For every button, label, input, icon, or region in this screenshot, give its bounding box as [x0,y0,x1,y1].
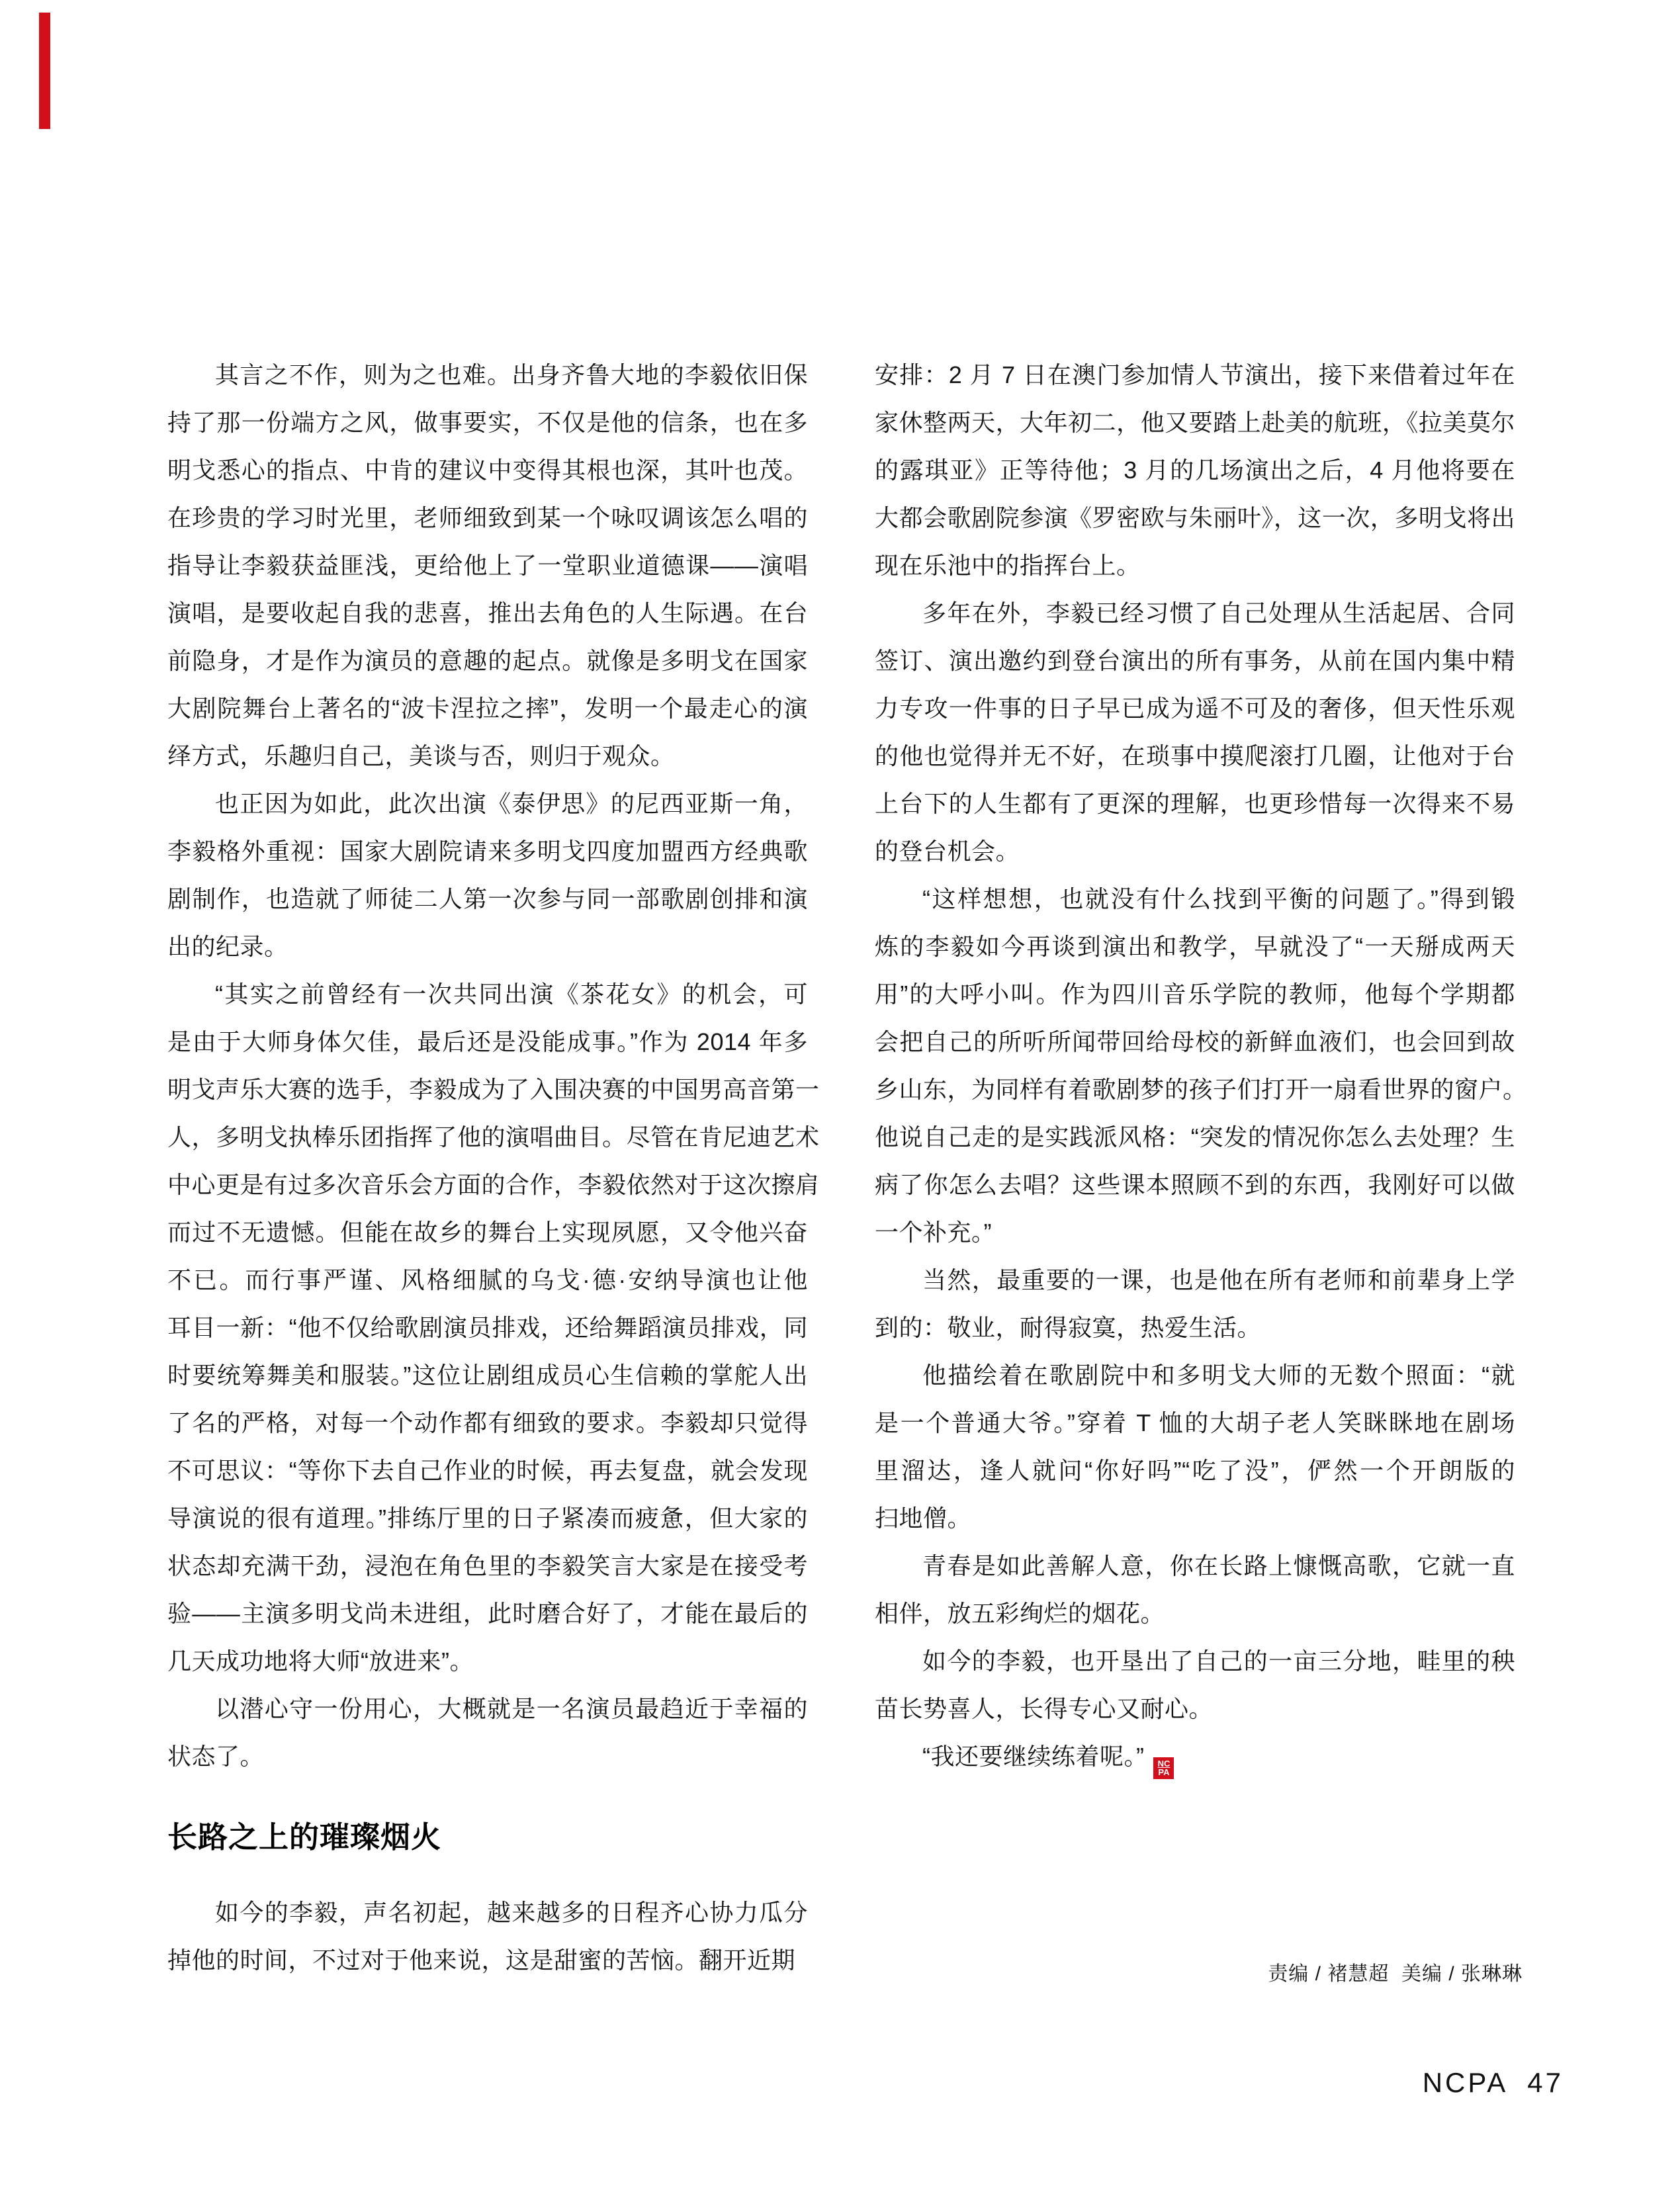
text-line: 导演说的很有道理。”排练厅里的日子紧凑而疲惫，但大家的 [167,1505,808,1532]
text-line: 苗长势喜人，长得专心又耐心。 [875,1695,1214,1722]
text-column-left [167,351,820,1984]
text-line: 他说自己走的是实践派风格：“突发的情况你怎么去处理？生 [875,1123,1515,1151]
text-line: 出的纪录。 [167,933,288,960]
page-number: NCPA 47 [1422,2067,1564,2098]
text-line: 他描绘着在歌剧院中和多明戈大师的无数个照面：“就 [922,1362,1515,1389]
text-line: 以潜心守一份用心，大概就是一名演员最趋近于幸福的 [215,1695,808,1722]
text-line: 炼的李毅如今再谈到演出和教学，早就没了“一天掰成两天 [875,933,1515,960]
text-line: 的他也觉得并无不好，在琐事中摸爬滚打几圈，让他对于台 [875,742,1515,769]
text-line: 状态了。 [167,1743,265,1770]
text-column-right [875,351,1527,1780]
text-line: 状态却充满干劲，浸泡在角色里的李毅笑言大家是在接受考 [167,1552,808,1579]
text-line: 而过不无遗憾。但能在故乡的舞台上实现夙愿，又令他兴奋 [167,1219,808,1246]
text-line: 明戈声乐大赛的选手，李毅成为了入围决赛的中国男高音第一 [167,1076,820,1103]
text-line: 了名的严格，对每一个动作都有细致的要求。李毅却只觉得 [167,1409,808,1436]
text-line: 李毅格外重视：国家大剧院请来多明戈四度加盟西方经典歌 [167,838,808,865]
text-line: “其实之前曾经有一次共同出演《茶花女》的机会，可 [215,981,808,1008]
text-line: 明戈悉心的指点、中肯的建议中变得其根也深，其叶也茂。 [167,457,808,484]
ncpa-seal-line1: NC [1157,1759,1171,1769]
text-line: 演唱，是要收起自我的悲喜，推出去角色的人生际遇。在台 [167,599,808,627]
text-line: 掉他的时间，不过对于他来说，这是甜蜜的苦恼。翻开近期 [167,1947,796,1974]
text-line: 如今的李毅，声名初起，越来越多的日程齐心协力瓜分 [215,1899,808,1926]
text-line: 用”的大呼小叫。作为四川音乐学院的教师，他每个学期都 [875,981,1515,1008]
text-line: 人，多明戈执棒乐团指挥了他的演唱曲目。尽管在肯尼迪艺术 [167,1123,820,1151]
text-line: 的露琪亚》正等待他；3 月的几场演出之后，4 月他将要在 [875,457,1515,484]
text-line: 不可思议：“等你下去自己作业的时候，再去复盘，就会发现 [167,1457,808,1484]
text-line: 时要统筹舞美和服装。”这位让剧组成员心生信赖的掌舵人出 [167,1362,808,1389]
text-line: 如今的李毅，也开垦出了自己的一亩三分地，畦里的秧 [922,1647,1515,1675]
text-line: 相伴，放五彩绚烂的烟花。 [875,1600,1165,1627]
text-line: 大剧院舞台上著名的“波卡涅拉之摔”，发明一个最走心的演 [167,695,808,722]
text-line: 签订、演出邀约到登台演出的所有事务，从前在国内集中精 [875,647,1515,674]
text-line: 家休整两天，大年初二，他又要踏上赴美的航班，《拉美莫尔 [875,409,1515,436]
text-line: 的登台机会。 [875,838,1020,865]
text-line: 安排：2 月 7 日在澳门参加情人节演出，接下来借着过年在 [875,361,1515,388]
text-line: “我还要继续练着呢。” $\frac{NC}{PA}$ [875,1733,1515,1780]
section-heading: 长路之上的璀璨烟火 [167,1820,442,1854]
text-line: 会把自己的所听所闻带回给母校的新鲜血液们，也会回到故 [875,1028,1515,1055]
text-line: 扫地僧。 [875,1505,972,1532]
ncpa-seal-line2: PA [1158,1767,1170,1777]
text-line: 现在乐池中的指挥台上。 [875,552,1141,579]
text-line: 是由于大师身体欠佳，最后还是没能成事。”作为 2014 年多 [167,1028,808,1055]
text-line: 当然，最重要的一课，也是他在所有老师和前辈身上学 [922,1266,1515,1293]
ncpa-seal-icon [1153,1757,1174,1779]
text-line: 中心更是有过多次音乐会方面的合作，李毅依然对于这次擦肩 [167,1171,820,1198]
text-line: 几天成功地将大师“放进来”。 [167,1647,474,1675]
text-line: 验——主演多明戈尚未进组，此时磨合好了，才能在最后的 [167,1600,808,1627]
text-line: 力专攻一件事的日子早已成为遥不可及的奢侈，但天性乐观 [875,695,1515,722]
text-line: 在珍贵的学习时光里，老师细致到某一个咏叹调该怎么唱的 [167,504,808,531]
text-line: “这样想想，也就没有什么找到平衡的问题了。”得到锻 [922,885,1515,912]
editor-credits: 责编 / 褚慧超 美编 / 张琳琳 [1268,1963,1523,1985]
text-line: 上台下的人生都有了更深的理解，也更珍惜每一次得来不易 [875,790,1515,817]
text-line: 剧制作，也造就了师徒二人第一次参与同一部歌剧创排和演 [167,885,808,912]
text-line: 不已。而行事严谨、风格细腻的乌戈·德·安纳导演也让他 [167,1266,808,1293]
text-line: 指导让李毅获益匪浅，更给他上了一堂职业道德课——演唱 [167,552,808,579]
text-line: 里溜达，逢人就问“你好吗”“吃了没”，俨然一个开朗版的 [875,1457,1515,1484]
text-line: 青春是如此善解人意，你在长路上慷慨高歌，它就一直 [922,1552,1515,1579]
text-line: 多年在外，李毅已经习惯了自己处理从生活起居、合同 [922,599,1515,627]
text-line: 乡山东，为同样有着歌剧梦的孩子们打开一扇看世界的窗户。 [875,1076,1527,1103]
text-line: 病了你怎么去唱？这些课本照顾不到的东西，我刚好可以做 [875,1171,1515,1198]
text-line: 是一个普通大爷。”穿着 T 恤的大胡子老人笑眯眯地在剧场 [875,1409,1515,1436]
text-line: 大都会歌剧院参演《罗密欧与朱丽叶》，这一次，多明戈将出 [875,504,1515,531]
text-line: 到的：敬业，耐得寂寞，热爱生活。 [875,1314,1262,1341]
red-bleed-mark [39,13,50,129]
text-line: 一个补充。” [875,1219,992,1246]
text-line: 前隐身，才是作为演员的意趣的起点。就像是多明戈在国家 [167,647,808,674]
text-line: 持了那一份端方之风，做事要实，不仅是他的信条，也在多 [167,409,808,436]
text-line: 其言之不作，则为之也难。出身齐鲁大地的李毅依旧保 [215,361,808,388]
text-line: 耳目一新：“他不仅给歌剧演员排戏，还给舞蹈演员排戏，同 [167,1314,808,1341]
text-line: 也正因为如此，此次出演《泰伊思》的尼西亚斯一角， [215,790,808,817]
text-line: 绎方式，乐趣归自己，美谈与否，则归于观众。 [167,742,675,769]
